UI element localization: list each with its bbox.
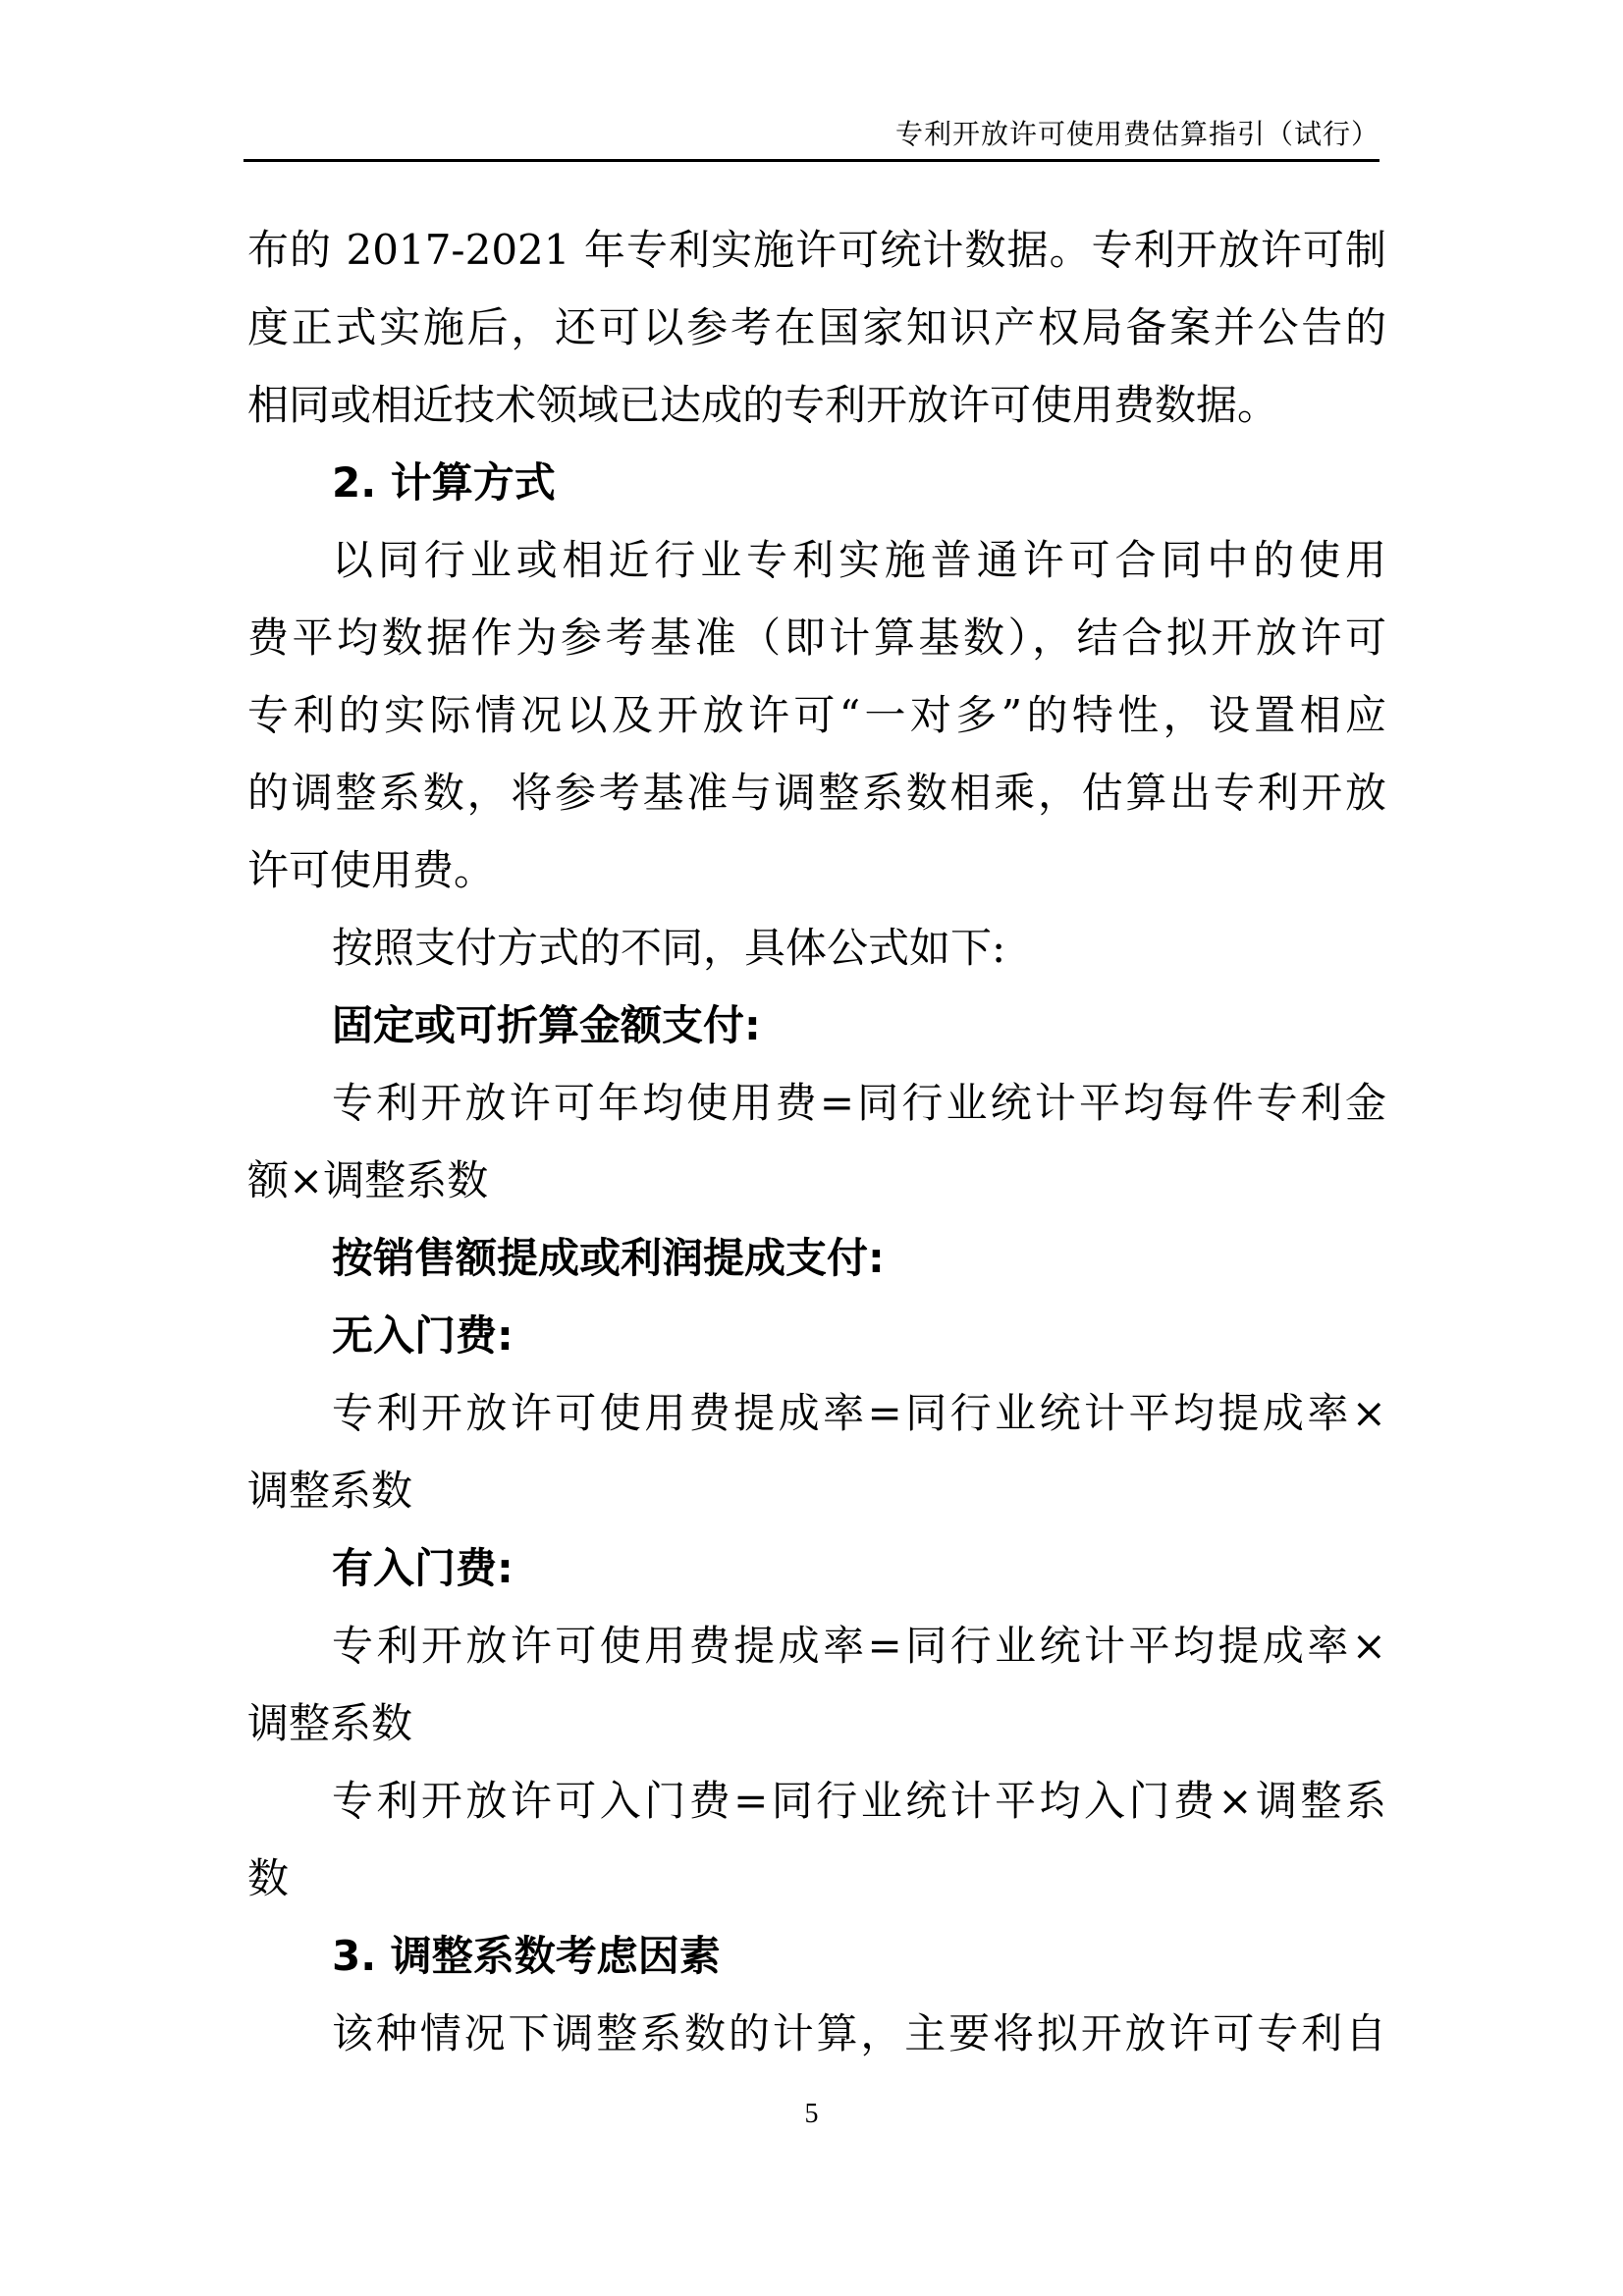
body-line: 按照支付方式的不同，具体公式如下: <box>332 924 1006 972</box>
page-header <box>243 110 1380 162</box>
body-line: 度正式实施后，还可以参考在国家知识产权局备案并公告的 <box>247 303 1386 351</box>
formula-line: 调整系数 <box>247 1699 413 1747</box>
header-title: 专利开放许可使用费估算指引（试行） <box>894 118 1380 150</box>
body-line: 相同或相近技术领域已达成的专利开放许可使用费数据。 <box>247 381 1279 429</box>
page-body <box>247 211 1386 2072</box>
body-line: 该种情况下调整系数的计算，主要将拟开放许可专利自 <box>332 2009 1386 2057</box>
body-line: 专利的实际情况以及开放许可“一对多”的特性，设置相应 <box>247 691 1386 739</box>
page-number: 5 <box>804 2099 819 2129</box>
section-heading: 2. 计算方式 <box>332 458 556 507</box>
formula-line: 额×调整系数 <box>247 1156 489 1204</box>
subheading: 有入门费: <box>332 1544 514 1592</box>
formula-line: 数 <box>247 1854 290 1902</box>
subheading: 按销售额提成或利润提成支付: <box>332 1234 885 1282</box>
formula-line: 调整系数 <box>247 1467 413 1515</box>
formula-line: 专利开放许可使用费提成率=同行业统计平均提成率× <box>332 1389 1386 1437</box>
formula-line: 专利开放许可入门费=同行业统计平均入门费×调整系 <box>332 1777 1386 1825</box>
body-line: 以同行业或相近行业专利实施普通许可合同中的使用 <box>332 536 1386 584</box>
subheading: 无入门费: <box>332 1311 514 1360</box>
section-heading: 3. 调整系数考虑因素 <box>332 1932 721 1980</box>
formula-line: 专利开放许可年均使用费=同行业统计平均每件专利金 <box>332 1079 1386 1127</box>
body-line: 布的 2017-2021 年专利实施许可统计数据。专利开放许可制 <box>247 226 1386 274</box>
body-line: 费平均数据作为参考基准（即计算基数），结合拟开放许可 <box>247 614 1386 662</box>
body-line: 许可使用费。 <box>247 846 496 894</box>
body-line: 的调整系数，将参考基准与调整系数相乘，估算出专利开放 <box>247 769 1386 817</box>
formula-line: 专利开放许可使用费提成率=同行业统计平均提成率× <box>332 1622 1386 1670</box>
subheading: 固定或可折算金额支付: <box>332 1001 761 1049</box>
